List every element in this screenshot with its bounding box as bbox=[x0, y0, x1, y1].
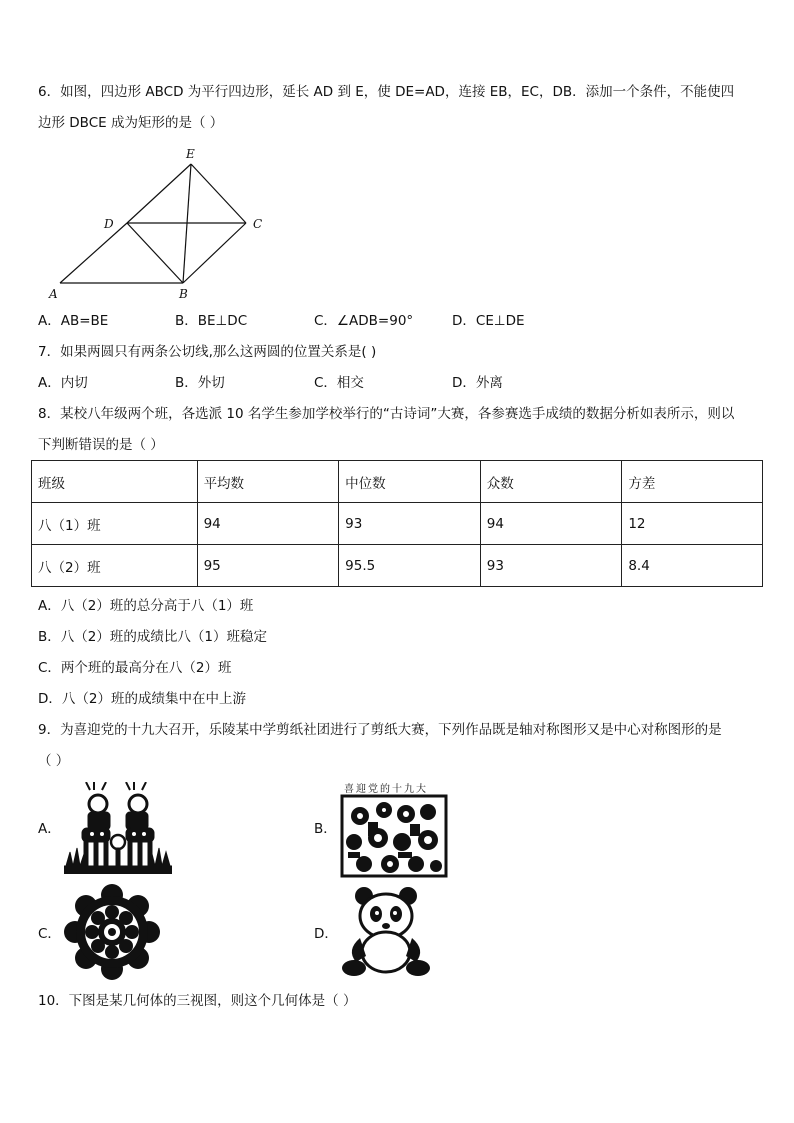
q9-stem-line1: 9．为喜迎党的十九大召开，乐陵某中学剪纸社团进行了剪纸大赛，下列作品既是轴对称图形又是中心对称图形的是 bbox=[38, 722, 722, 738]
table-header: 班级 bbox=[32, 461, 198, 503]
crowd-papercut-icon bbox=[340, 794, 448, 878]
q6-option-b: B．BE⊥DC bbox=[175, 313, 248, 329]
table-header-row bbox=[32, 461, 763, 503]
point-label-d: D bbox=[104, 217, 114, 231]
party-papercut-image bbox=[340, 780, 448, 878]
q10-stem: 10．下图是某几何体的三视图，则这个几何体是（ ） bbox=[38, 993, 357, 1009]
table-cell: 93 bbox=[339, 503, 481, 545]
q8-stem-line1: 8．某校八年级两个班，各选派 10 名学生参加学校举行的“古诗词”大赛，各参赛选手成绩的数据分析如表所示，则以 bbox=[38, 406, 735, 422]
q9-option-a-label: A． bbox=[38, 821, 61, 837]
q7-option-c: C．相交 bbox=[314, 375, 364, 391]
table-cell: 95.5 bbox=[339, 545, 481, 587]
flower-papercut-image bbox=[64, 884, 160, 980]
q8-option-b: B．八（2）班的成绩比八（1）班稳定 bbox=[38, 629, 267, 645]
q7-stem: 7．如果两圆只有两条公切线,那么这两圆的位置关系是( ) bbox=[38, 344, 377, 360]
q6-stem-line1: 6．如图，四边形 ABCD 为平行四边形，延长 AD 到 E，使 DE=AD，连接 EB，EC，DB．添加一个条件，不能使四 bbox=[38, 84, 735, 100]
table-row bbox=[32, 503, 763, 545]
q8-option-d: D．八（2）班的成绩集中在中上游 bbox=[38, 691, 246, 707]
q7-option-a: A．内切 bbox=[38, 375, 88, 391]
table-header: 众数 bbox=[480, 461, 622, 503]
q9-option-b-label: B． bbox=[314, 821, 337, 837]
panda-papercut-image bbox=[340, 886, 432, 976]
q7-option-d: D．外离 bbox=[452, 375, 503, 391]
q8-stem-line2: 下判断错误的是（ ） bbox=[38, 437, 164, 453]
q6-option-a: A．AB=BE bbox=[38, 313, 109, 329]
deer-papercut-image bbox=[64, 782, 172, 874]
q6-option-d: D．CE⊥DE bbox=[452, 313, 525, 329]
q9-option-d-label: D． bbox=[314, 926, 338, 942]
score-table bbox=[31, 460, 763, 587]
table-row bbox=[32, 545, 763, 587]
table-cell: 94 bbox=[480, 503, 622, 545]
table-cell: 95 bbox=[197, 545, 339, 587]
table-cell: 93 bbox=[480, 545, 622, 587]
q8-option-a: A．八（2）班的总分高于八（1）班 bbox=[38, 598, 254, 614]
table-cell: 94 bbox=[197, 503, 339, 545]
point-label-b: B bbox=[179, 287, 188, 301]
table-cell: 8.4 bbox=[622, 545, 763, 587]
table-cell: 12 bbox=[622, 503, 763, 545]
table-cell: 八（2）班 bbox=[32, 545, 198, 587]
table-header: 平均数 bbox=[197, 461, 339, 503]
point-label-e: E bbox=[186, 147, 195, 161]
q7-option-b: B．外切 bbox=[175, 375, 225, 391]
point-label-c: C bbox=[253, 217, 263, 231]
q9-stem-line2: （ ） bbox=[38, 753, 70, 769]
parallelogram-figure bbox=[40, 145, 280, 305]
papercut-caption: 喜迎党的十九大 bbox=[344, 784, 428, 795]
table-header: 方差 bbox=[622, 461, 763, 503]
point-label-a: A bbox=[49, 287, 58, 301]
table-header: 中位数 bbox=[339, 461, 481, 503]
q8-option-c: C．两个班的最高分在八（2）班 bbox=[38, 660, 232, 676]
q6-option-c: C．∠ADB=90° bbox=[314, 313, 414, 329]
q9-option-c-label: C． bbox=[38, 926, 61, 942]
q6-stem-line2: 边形 DBCE 成为矩形的是（ ） bbox=[38, 115, 224, 131]
table-cell: 八（1）班 bbox=[32, 503, 198, 545]
